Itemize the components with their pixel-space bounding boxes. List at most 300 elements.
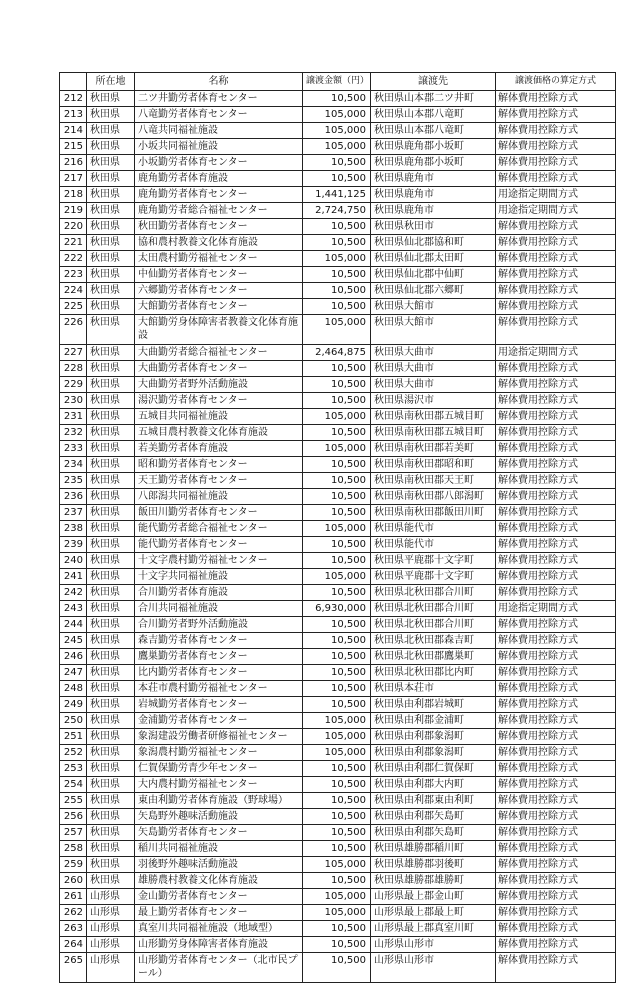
facility-name-cell: 岩城勤労者体育センター [135, 697, 303, 713]
method-cell: 用途指定期間方式 [496, 601, 616, 617]
method-cell: 解体費用控除方式 [496, 841, 616, 857]
location-cell: 秋田県 [87, 441, 135, 457]
facility-name-cell: 合川共同福祉施設 [135, 601, 303, 617]
facility-name-cell: 秋田勤労者体育センター [135, 219, 303, 235]
table-row [60, 937, 616, 953]
row-number: 240 [60, 553, 87, 569]
method-cell: 解体費用控除方式 [496, 569, 616, 585]
location-cell: 秋田県 [87, 697, 135, 713]
location-cell: 秋田県 [87, 585, 135, 601]
transferee-cell: 秋田県鹿角郡小坂町 [371, 139, 496, 155]
location-cell: 秋田県 [87, 665, 135, 681]
row-number: 252 [60, 745, 87, 761]
amount-cell: 10,500 [303, 473, 371, 489]
method-cell: 解体費用控除方式 [496, 633, 616, 649]
table-row [60, 299, 616, 315]
facility-name-cell: 能代勤労者総合福祉センター [135, 521, 303, 537]
method-cell: 解体費用控除方式 [496, 761, 616, 777]
table-row [60, 425, 616, 441]
facility-name-cell: 金山勤労者体育センター [135, 889, 303, 905]
amount-cell: 10,500 [303, 283, 371, 299]
location-cell: 秋田県 [87, 393, 135, 409]
table-row [60, 489, 616, 505]
transferee-cell: 秋田県北秋田郡合川町 [371, 617, 496, 633]
row-number: 230 [60, 393, 87, 409]
location-cell: 秋田県 [87, 171, 135, 187]
transferee-cell: 秋田県平鹿郡十文字町 [371, 569, 496, 585]
method-cell: 解体費用控除方式 [496, 123, 616, 139]
amount-cell: 10,500 [303, 921, 371, 937]
table-row [60, 123, 616, 139]
location-cell: 秋田県 [87, 457, 135, 473]
row-number: 234 [60, 457, 87, 473]
transferee-cell: 秋田県雄勝郡羽後町 [371, 857, 496, 873]
transferee-cell: 秋田県由利郡矢島町 [371, 825, 496, 841]
transferee-cell: 秋田県仙北郡協和町 [371, 235, 496, 251]
amount-cell: 10,500 [303, 617, 371, 633]
amount-cell: 105,000 [303, 521, 371, 537]
method-cell: 解体費用控除方式 [496, 825, 616, 841]
location-cell: 秋田県 [87, 729, 135, 745]
table-row [60, 393, 616, 409]
transferee-cell: 秋田県南秋田郡天王町 [371, 473, 496, 489]
facility-name-cell: 天王勤労者体育センター [135, 473, 303, 489]
table-row [60, 665, 616, 681]
table-row [60, 203, 616, 219]
method-cell: 解体費用控除方式 [496, 697, 616, 713]
location-cell: 秋田県 [87, 713, 135, 729]
table-row [60, 553, 616, 569]
amount-cell: 10,500 [303, 219, 371, 235]
method-cell: 解体費用控除方式 [496, 857, 616, 873]
method-cell: 解体費用控除方式 [496, 393, 616, 409]
location-cell: 山形県 [87, 921, 135, 937]
table-row [60, 889, 616, 905]
row-number: 258 [60, 841, 87, 857]
location-cell: 秋田県 [87, 139, 135, 155]
method-cell: 解体費用控除方式 [496, 553, 616, 569]
method-cell: 解体費用控除方式 [496, 665, 616, 681]
transferee-cell: 秋田県由利郡大内町 [371, 777, 496, 793]
transferee-cell: 秋田県南秋田郡若美町 [371, 441, 496, 457]
facility-name-cell: 鹿角勤労者体育施設 [135, 171, 303, 187]
transferee-cell: 秋田県大曲市 [371, 361, 496, 377]
amount-cell: 105,000 [303, 729, 371, 745]
facility-name-cell: 東由利勤労者体育施設（野球場） [135, 793, 303, 809]
location-cell: 秋田県 [87, 857, 135, 873]
location-cell: 山形県 [87, 953, 135, 983]
table-row [60, 377, 616, 393]
location-cell: 秋田県 [87, 681, 135, 697]
row-number: 219 [60, 203, 87, 219]
facility-name-cell: 比内勤労者体育センター [135, 665, 303, 681]
amount-cell: 105,000 [303, 857, 371, 873]
amount-cell: 105,000 [303, 409, 371, 425]
row-number: 239 [60, 537, 87, 553]
method-cell: 解体費用控除方式 [496, 315, 616, 345]
amount-cell: 105,000 [303, 889, 371, 905]
table-row [60, 633, 616, 649]
method-cell: 解体費用控除方式 [496, 921, 616, 937]
method-cell: 解体費用控除方式 [496, 361, 616, 377]
amount-cell: 10,500 [303, 489, 371, 505]
row-number: 222 [60, 251, 87, 267]
method-cell: 解体費用控除方式 [496, 585, 616, 601]
transferee-cell: 秋田県鹿角郡小坂町 [371, 155, 496, 171]
location-cell: 秋田県 [87, 553, 135, 569]
amount-cell: 10,500 [303, 761, 371, 777]
table-row [60, 267, 616, 283]
amount-cell: 2,724,750 [303, 203, 371, 219]
facility-name-cell: 真室川共同福祉施設（地域型） [135, 921, 303, 937]
method-cell: 解体費用控除方式 [496, 681, 616, 697]
amount-cell: 10,500 [303, 649, 371, 665]
method-cell: 解体費用控除方式 [496, 745, 616, 761]
row-number: 238 [60, 521, 87, 537]
transferee-cell: 秋田県北秋田郡合川町 [371, 585, 496, 601]
row-number: 213 [60, 107, 87, 123]
transferee-cell: 山形県山形市 [371, 953, 496, 983]
location-cell: 秋田県 [87, 745, 135, 761]
table-row [60, 155, 616, 171]
amount-cell: 10,500 [303, 377, 371, 393]
row-number: 231 [60, 409, 87, 425]
transferee-cell: 山形県最上郡金山町 [371, 889, 496, 905]
row-number: 253 [60, 761, 87, 777]
amount-cell: 10,500 [303, 235, 371, 251]
table-row [60, 617, 616, 633]
location-cell: 秋田県 [87, 633, 135, 649]
amount-cell: 10,500 [303, 697, 371, 713]
transferee-cell: 秋田県由利郡象潟町 [371, 745, 496, 761]
transferee-cell: 秋田県仙北郡六郷町 [371, 283, 496, 299]
facility-name-cell: 大館勤労者体育センター [135, 299, 303, 315]
method-cell: 解体費用控除方式 [496, 777, 616, 793]
row-number: 256 [60, 809, 87, 825]
amount-cell: 10,500 [303, 425, 371, 441]
table-row [60, 505, 616, 521]
location-cell: 秋田県 [87, 219, 135, 235]
transferee-cell: 秋田県南秋田郡五城目町 [371, 409, 496, 425]
method-cell: 解体費用控除方式 [496, 425, 616, 441]
transferee-cell: 秋田県山本郡二ツ井町 [371, 91, 496, 107]
table-row [60, 777, 616, 793]
location-cell: 秋田県 [87, 489, 135, 505]
facility-name-cell: 昭和勤労者体育センター [135, 457, 303, 473]
table-row [60, 857, 616, 873]
location-cell: 秋田県 [87, 521, 135, 537]
facility-name-cell: 矢島野外趣味活動施設 [135, 809, 303, 825]
location-cell: 秋田県 [87, 425, 135, 441]
table-row [60, 473, 616, 489]
amount-cell: 10,500 [303, 537, 371, 553]
method-cell: 解体費用控除方式 [496, 873, 616, 889]
method-cell: 解体費用控除方式 [496, 953, 616, 983]
location-cell: 秋田県 [87, 649, 135, 665]
amount-cell: 105,000 [303, 139, 371, 155]
transferee-cell: 秋田県由利郡象潟町 [371, 729, 496, 745]
amount-cell: 10,500 [303, 841, 371, 857]
amount-cell: 10,500 [303, 777, 371, 793]
amount-cell: 105,000 [303, 107, 371, 123]
method-cell: 解体費用控除方式 [496, 219, 616, 235]
amount-cell: 10,500 [303, 665, 371, 681]
transferee-cell: 秋田県由利郡岩城町 [371, 697, 496, 713]
facility-name-cell: 太田農村勤労福祉センター [135, 251, 303, 267]
table-row [60, 537, 616, 553]
table-row [60, 793, 616, 809]
transferee-cell: 秋田県由利郡東由利町 [371, 793, 496, 809]
transferee-cell: 秋田県能代市 [371, 521, 496, 537]
table-row [60, 187, 616, 203]
transferee-cell: 秋田県秋田市 [371, 219, 496, 235]
method-cell: 解体費用控除方式 [496, 171, 616, 187]
table-row [60, 361, 616, 377]
row-number: 229 [60, 377, 87, 393]
row-number: 237 [60, 505, 87, 521]
amount-cell: 10,500 [303, 793, 371, 809]
facility-name-cell: 最上勤労者体育センター [135, 905, 303, 921]
row-number: 214 [60, 123, 87, 139]
method-cell: 解体費用控除方式 [496, 283, 616, 299]
amount-cell: 105,000 [303, 123, 371, 139]
facility-name-cell: 飯田川勤労者体育センター [135, 505, 303, 521]
facility-name-cell: 大館勤労身体障害者教養文化体育施設 [135, 315, 303, 345]
location-cell: 山形県 [87, 937, 135, 953]
amount-cell: 10,500 [303, 299, 371, 315]
table-row [60, 91, 616, 107]
facility-name-cell: 小坂勤労者体育センター [135, 155, 303, 171]
location-cell: 秋田県 [87, 361, 135, 377]
row-number: 243 [60, 601, 87, 617]
header-location: 所在地 [87, 73, 135, 91]
facility-name-cell: 大曲勤労者体育センター [135, 361, 303, 377]
row-number: 250 [60, 713, 87, 729]
method-cell: 解体費用控除方式 [496, 107, 616, 123]
transferee-cell: 秋田県雄勝郡雄勝町 [371, 873, 496, 889]
method-cell: 用途指定期間方式 [496, 345, 616, 361]
row-number: 235 [60, 473, 87, 489]
location-cell: 秋田県 [87, 187, 135, 203]
method-cell: 用途指定期間方式 [496, 187, 616, 203]
location-cell: 秋田県 [87, 123, 135, 139]
facility-name-cell: 大曲勤労者総合福祉センター [135, 345, 303, 361]
amount-cell: 10,500 [303, 457, 371, 473]
row-number: 246 [60, 649, 87, 665]
facility-name-cell: 本荘市農村勤労福祉センター [135, 681, 303, 697]
transferee-cell: 山形県最上郡真室川町 [371, 921, 496, 937]
row-number: 259 [60, 857, 87, 873]
location-cell: 秋田県 [87, 505, 135, 521]
facility-name-cell: 中仙勤労者体育センター [135, 267, 303, 283]
method-cell: 解体費用控除方式 [496, 729, 616, 745]
facility-name-cell: 五城目農村教養文化体育施設 [135, 425, 303, 441]
transferee-cell: 秋田県由利郡仁賀保町 [371, 761, 496, 777]
row-number: 228 [60, 361, 87, 377]
row-number: 265 [60, 953, 87, 983]
location-cell: 秋田県 [87, 601, 135, 617]
table-row [60, 585, 616, 601]
method-cell: 解体費用控除方式 [496, 649, 616, 665]
row-number: 247 [60, 665, 87, 681]
row-number: 242 [60, 585, 87, 601]
table-row [60, 235, 616, 251]
header-transferee: 譲渡先 [371, 73, 496, 91]
row-number: 254 [60, 777, 87, 793]
amount-cell: 1,441,125 [303, 187, 371, 203]
row-number: 233 [60, 441, 87, 457]
facility-name-cell: 八竜共同福祉施設 [135, 123, 303, 139]
table-row [60, 569, 616, 585]
row-number: 245 [60, 633, 87, 649]
transfer-table [59, 72, 616, 983]
location-cell: 秋田県 [87, 107, 135, 123]
facility-name-cell: 雄勝農村教養文化体育施設 [135, 873, 303, 889]
transferee-cell: 秋田県山本郡八竜町 [371, 123, 496, 139]
location-cell: 秋田県 [87, 825, 135, 841]
location-cell: 秋田県 [87, 537, 135, 553]
transferee-cell: 秋田県大館市 [371, 299, 496, 315]
amount-cell: 10,500 [303, 91, 371, 107]
table-row [60, 729, 616, 745]
method-cell: 解体費用控除方式 [496, 489, 616, 505]
row-number: 221 [60, 235, 87, 251]
transferee-cell: 秋田県本荘市 [371, 681, 496, 697]
row-number: 232 [60, 425, 87, 441]
transferee-cell: 秋田県北秋田郡合川町 [371, 601, 496, 617]
header-amount: 譲渡金額（円） [303, 73, 371, 91]
facility-name-cell: 大曲勤労者野外活動施設 [135, 377, 303, 393]
row-number: 248 [60, 681, 87, 697]
transferee-cell: 秋田県由利郡金浦町 [371, 713, 496, 729]
amount-cell: 105,000 [303, 441, 371, 457]
row-number: 241 [60, 569, 87, 585]
row-number: 251 [60, 729, 87, 745]
table-row [60, 953, 616, 983]
row-number: 226 [60, 315, 87, 345]
amount-cell: 10,500 [303, 393, 371, 409]
header-method: 譲渡価格の算定方式 [496, 73, 616, 91]
transferee-cell: 山形県山形市 [371, 937, 496, 953]
location-cell: 秋田県 [87, 873, 135, 889]
method-cell: 解体費用控除方式 [496, 793, 616, 809]
table-row [60, 873, 616, 889]
row-number: 236 [60, 489, 87, 505]
table-row [60, 809, 616, 825]
facility-name-cell: 金浦勤労者体育センター [135, 713, 303, 729]
location-cell: 秋田県 [87, 777, 135, 793]
row-number: 216 [60, 155, 87, 171]
method-cell: 解体費用控除方式 [496, 441, 616, 457]
table-row [60, 457, 616, 473]
method-cell: 解体費用控除方式 [496, 905, 616, 921]
location-cell: 秋田県 [87, 569, 135, 585]
location-cell: 秋田県 [87, 235, 135, 251]
facility-name-cell: 森吉勤労者体育センター [135, 633, 303, 649]
table-row [60, 905, 616, 921]
table-row [60, 441, 616, 457]
transferee-cell: 秋田県北秋田郡森吉町 [371, 633, 496, 649]
transferee-cell: 秋田県北秋田郡鷹巣町 [371, 649, 496, 665]
transferee-cell: 秋田県由利郡矢島町 [371, 809, 496, 825]
facility-name-cell: 合川勤労者体育施設 [135, 585, 303, 601]
row-number: 249 [60, 697, 87, 713]
table-row [60, 107, 616, 123]
amount-cell: 10,500 [303, 155, 371, 171]
table-row [60, 345, 616, 361]
transferee-cell: 秋田県能代市 [371, 537, 496, 553]
table-body [60, 91, 616, 983]
location-cell: 秋田県 [87, 793, 135, 809]
row-number: 255 [60, 793, 87, 809]
amount-cell: 2,464,875 [303, 345, 371, 361]
facility-name-cell: 大内農村勤労福祉センター [135, 777, 303, 793]
amount-cell: 10,500 [303, 505, 371, 521]
transferee-cell: 秋田県雄勝郡稲川町 [371, 841, 496, 857]
location-cell: 秋田県 [87, 617, 135, 633]
row-number: 225 [60, 299, 87, 315]
amount-cell: 10,500 [303, 873, 371, 889]
table-row [60, 171, 616, 187]
transferee-cell: 秋田県南秋田郡八郎潟町 [371, 489, 496, 505]
transferee-cell: 秋田県仙北郡中仙町 [371, 267, 496, 283]
location-cell: 秋田県 [87, 267, 135, 283]
table-row [60, 681, 616, 697]
table-row [60, 921, 616, 937]
method-cell: 解体費用控除方式 [496, 251, 616, 267]
amount-cell: 10,500 [303, 937, 371, 953]
header-name: 名称 [135, 73, 303, 91]
table-row [60, 825, 616, 841]
location-cell: 山形県 [87, 889, 135, 905]
table-row [60, 139, 616, 155]
transferee-cell: 秋田県北秋田郡比内町 [371, 665, 496, 681]
transferee-cell: 秋田県仙北郡太田町 [371, 251, 496, 267]
method-cell: 解体費用控除方式 [496, 537, 616, 553]
facility-name-cell: 鹿角勤労者体育センター [135, 187, 303, 203]
method-cell: 解体費用控除方式 [496, 155, 616, 171]
location-cell: 秋田県 [87, 809, 135, 825]
row-number: 220 [60, 219, 87, 235]
method-cell: 解体費用控除方式 [496, 937, 616, 953]
row-number: 217 [60, 171, 87, 187]
row-number: 223 [60, 267, 87, 283]
method-cell: 用途指定期間方式 [496, 203, 616, 219]
facility-name-cell: 鹿角勤労者総合福祉センター [135, 203, 303, 219]
amount-cell: 105,000 [303, 905, 371, 921]
facility-name-cell: 五城目共同福祉施設 [135, 409, 303, 425]
location-cell: 秋田県 [87, 473, 135, 489]
amount-cell: 10,500 [303, 681, 371, 697]
row-number: 257 [60, 825, 87, 841]
facility-name-cell: 十文字農村勤労福祉センター [135, 553, 303, 569]
row-number: 261 [60, 889, 87, 905]
method-cell: 解体費用控除方式 [496, 809, 616, 825]
location-cell: 秋田県 [87, 299, 135, 315]
row-number: 224 [60, 283, 87, 299]
amount-cell: 10,500 [303, 171, 371, 187]
amount-cell: 105,000 [303, 713, 371, 729]
location-cell: 秋田県 [87, 841, 135, 857]
table-row [60, 219, 616, 235]
amount-cell: 10,500 [303, 633, 371, 649]
transferee-cell: 秋田県大曲市 [371, 345, 496, 361]
method-cell: 解体費用控除方式 [496, 473, 616, 489]
amount-cell: 10,500 [303, 361, 371, 377]
method-cell: 解体費用控除方式 [496, 377, 616, 393]
table-row [60, 283, 616, 299]
amount-cell: 10,500 [303, 953, 371, 983]
